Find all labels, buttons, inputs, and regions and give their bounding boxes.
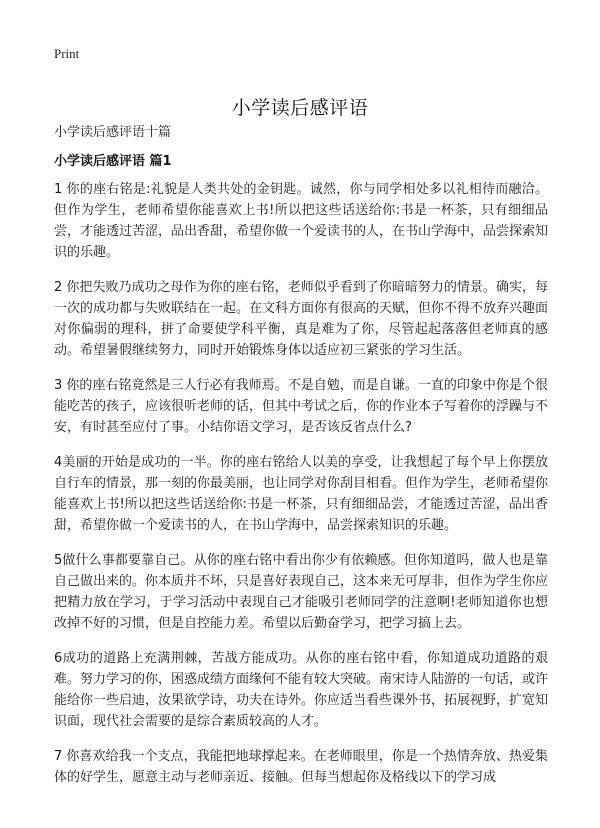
paragraph-6: 6成功的道路上充满荆棘，苦战方能成功。从你的座右铭中看，你知道成功道路的艰难。努力学习的你，困惑成绩方面缘何不能有较大突破。南宋诗人陆游的一句话，或许能给你一些启迪，汝果欲学诗，功夫在诗外。你应适当看些课外书，拓展视野，扩宽知识面，现代社会需要的是综合素质较高的人才。 (54, 651, 549, 729)
print-label: Print (54, 46, 80, 61)
paragraph-4: 4美丽的开始是成功的一半。你的座右铭给人以美的享受，让我想起了每个早上你摆放自行车的情景，那一刻的你最美丽，也让同学对你刮目相看。但作为学生，老师希望你能喜欢上书!所以把这些话送给你:书是一杯茶，只有细细品尝，才能透过苦涩，品出香甜，希望你做一个爱读书的人，在书山学海中，品尝探索知识的乐趣。 (54, 455, 549, 533)
paragraph-1: 1 你的座右铭是:礼貌是人类共处的金钥匙。诚然，你与同学相处多以礼相待而融洽。但作为学生，老师希望你能喜欢上书!所以把这些话送给你:书是一杯茶，只有细细品尝，才能透过苦涩，品出香甜，希望你做一个爱读书的人，在书山学海中，品尝探索知识的乐趣。 (54, 182, 549, 260)
document-body (54, 179, 548, 802)
document-title: 小学读后感评语 (231, 96, 369, 119)
paragraph-7: 7 你喜欢给我一个支点，我能把地球撑起来。在老师眼里，你是一个热情奔放、热爱集体的好学生，愿意主动与老师亲近、接触。但每当想起你及格线以下的学习成 (54, 749, 548, 785)
document-subtitle: 小学读后感评语十篇 (54, 125, 172, 140)
section-heading: 小学读后感评语 篇1 (54, 154, 172, 169)
paragraph-3: 3 你的座右铭竟然是三人行必有我师焉。不是自勉，而是自谦。一直的印象中你是个很能吃苦的孩子，应该很听老师的话，但其中考试之后，你的作业本子写着你的浮躁与不安，有时甚至应付了事。小结你语文学习，是否该反省点什么? (54, 378, 549, 435)
paragraph-2: 2 你把失败乃成功之母作为你的座右铭，老师似乎看到了你暗暗努力的情景。确实，每一次的成功都与失败联结在一起。在文科方面你有很高的天赋，但你不得不放弃兴趣面对你偏弱的理科，拼了命要使学科平衡，真是难为了你，尽管起起落落但老师真的感动。希望暑假继续努力，同时开始锻炼身体以适应初三紧张的学习生活。 (54, 280, 549, 358)
paragraph-5: 5做什么事都要靠自己。从你的座右铭中看出你少有依赖感。但你知道吗，做人也是靠自己做出来的。你本质并不坏，只是喜好表现自己，这本来无可厚非，但作为学生你应把精力放在学习，于学习活动中表现自己才能吸引老师同学的注意啊!老师知道你也想改掉不好的习惯，但是自控能力差。希望以后勤奋学习，把学习搞上去。 (54, 553, 549, 631)
